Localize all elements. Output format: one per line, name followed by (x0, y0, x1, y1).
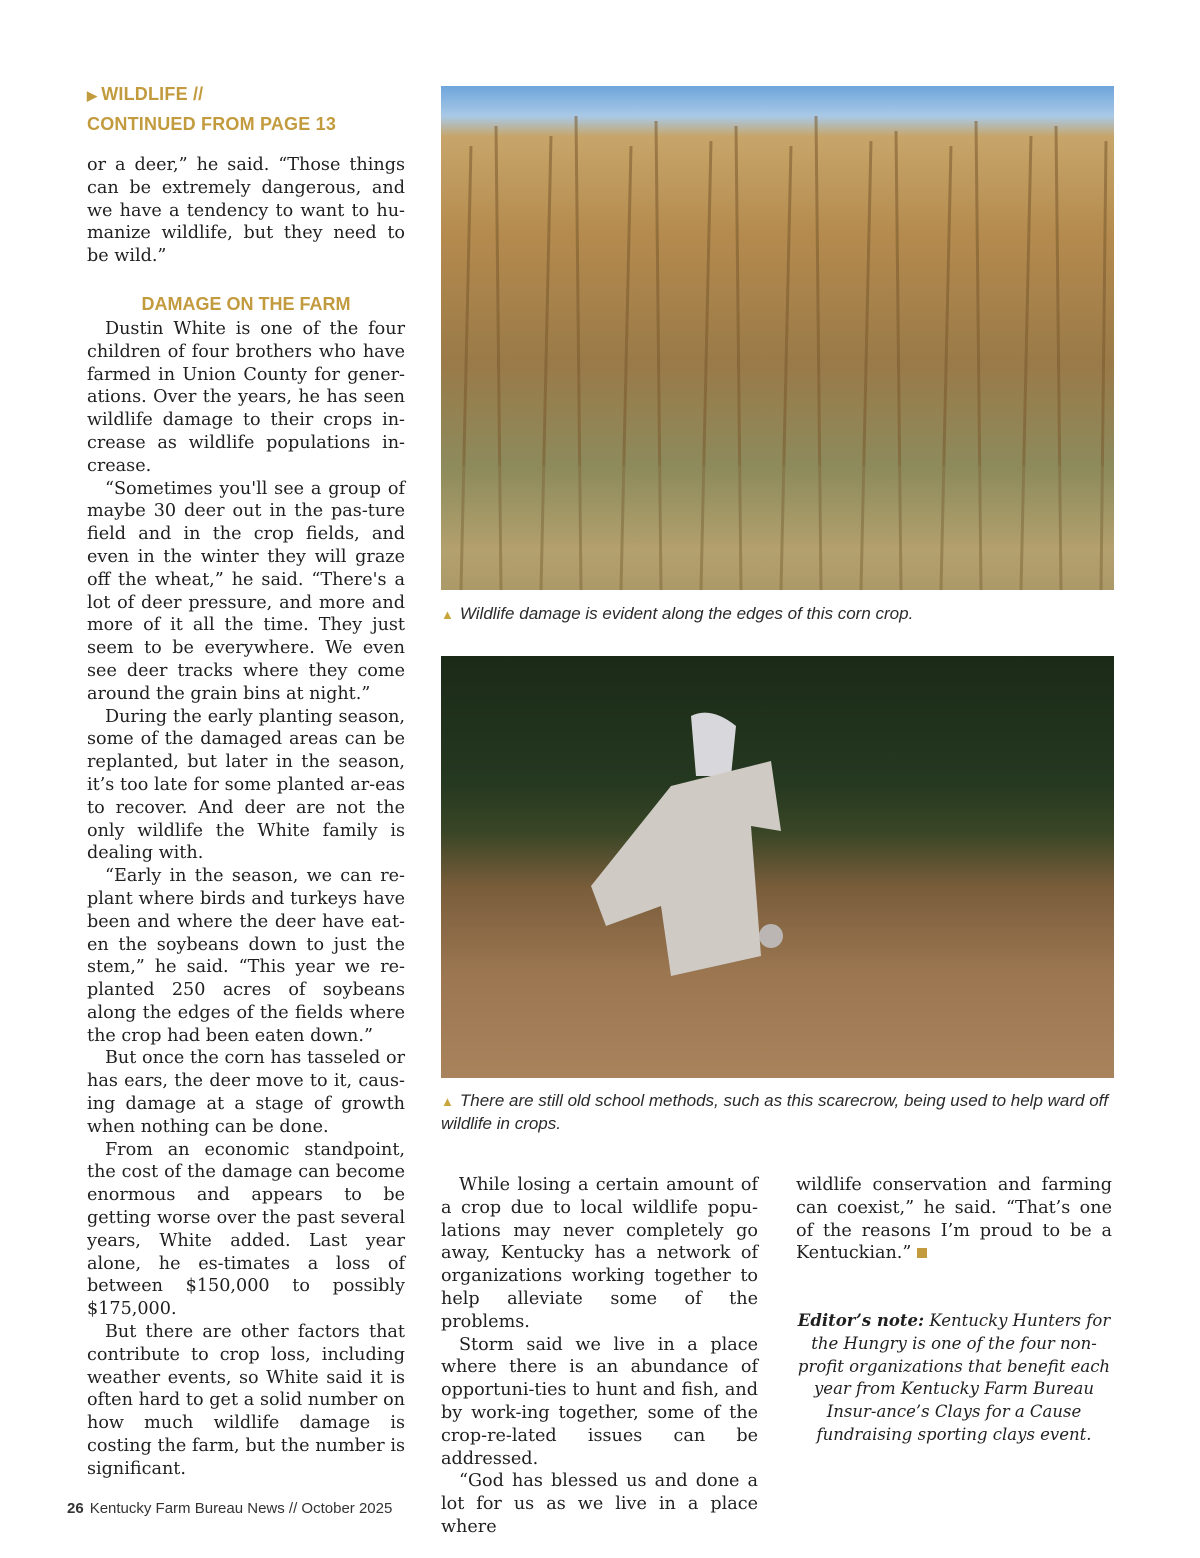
corn-stalks-illustration (441, 86, 1114, 590)
article-column-2 (441, 1174, 758, 1539)
section-kicker (87, 80, 407, 138)
scarecrow-illustration (441, 656, 1114, 1078)
editor-note-text: Kentucky Hunters for the Hungry is one of the four non-profit organizations that benefit each year from Kentucky Farm Bureau Insur-ance’s Clays for a Cause fundraising sporting clays event. (797, 1311, 1111, 1444)
editor-note (796, 1310, 1112, 1447)
page-number: 26 (67, 1500, 84, 1517)
scarecrow-photo (441, 656, 1114, 1078)
paragraph: But once the corn has tasseled or has ears, the deer move to it, caus-ing damage at a stage of growth when nothing can be done. (87, 1048, 405, 1137)
photo-caption (441, 603, 1114, 626)
end-square-icon (917, 1248, 927, 1258)
paragraph: “Early in the season, we can re-plant where birds and turkeys have been and where the deer have eat-en the soybeans down to just the stem,” he said. “This year we re-planted 250 acres of soybeans along the edges of the fields where the crop had been eaten down.” (87, 866, 405, 1046)
closing-text: wildlife conservation and farming can coexist,” he said. “That’s one of the reasons I’m proud to be a Kentuckian.” (796, 1175, 1112, 1264)
paragraph: “God has blessed us and done a lot for us as we live in a place where (441, 1471, 758, 1537)
corn-field-photo (441, 86, 1114, 590)
paragraph: While losing a certain amount of a crop due to local wildlife popu-lations may never completely go away, Kentucky has a network of organizations working together to help alleviate some of the problems. (441, 1175, 758, 1332)
article-column-1 (87, 154, 405, 1481)
paragraph: During the early planting season, some of the damaged areas can be replanted, but later in the season, it’s too late for some planted ar-eas to recover. And deer are not the only wildlife the White family is dealing with. (87, 706, 405, 864)
triangle-icon: ▲ (441, 607, 454, 622)
paragraph: From an economic standpoint, the cost of the damage can become enormous and appears to be getting worse over the past several years, White added. Last year alone, he es-timates a loss of between $150,000 to possibly $175,000. (87, 1139, 405, 1320)
paragraph: or a deer,” he said. “Those things can be extremely dangerous, and we have a tendency to want to hu-manize wildlife, but they need to be wild.” (87, 155, 405, 267)
article-column-3 (796, 1174, 1112, 1265)
paragraph (796, 1174, 1112, 1265)
caption-text: Wildlife damage is evident along the edges of this corn crop. (459, 604, 914, 623)
editor-note-label: Editor’s note: (797, 1311, 925, 1330)
paragraph: Dustin White is one of the four children of four brothers who have farmed in Union County for gener-ations. Over the years, he has seen wildlife damage to their crops in-crease as wildlife populations in-crease. (87, 318, 405, 476)
triangle-icon: ▲ (441, 1094, 454, 1109)
page-footer (67, 1500, 392, 1517)
publication-info: Kentucky Farm Bureau News // October 2025 (89, 1500, 393, 1517)
photo-caption (441, 1090, 1114, 1135)
paragraph: “Sometimes you'll see a group of maybe 30 deer out in the pas-ture field and in the crop fields, and even in the winter they will graze off the wheat,” he said. “There's a lot of deer pressure, and more and more of it all the time. They just seem to be everywhere. We even see deer tracks where they come around the grain bins at night.” (87, 478, 405, 704)
continued-label: CONTINUED FROM PAGE 13 (87, 114, 337, 134)
section-label: WILDLIFE // (101, 84, 204, 104)
caption-text: There are still old school methods, such as this scarecrow, being used to help ward off wildlife in crops. (441, 1091, 1109, 1133)
paragraph: Storm said we live in a place where there is an abundance of opportuni-ties to hunt and fish, and by work-ing together, some of the crop-re-lated issues can be addressed. (441, 1334, 758, 1469)
paragraph: But there are other factors that contribute to crop loss, including weather events, so White said it is often hard to get a solid number on how much wildlife damage is costing the farm, but the number is significant. (87, 1322, 405, 1479)
subheading: DAMAGE ON THE FARM (141, 293, 351, 314)
play-triangle-icon: ▶ (87, 88, 98, 103)
